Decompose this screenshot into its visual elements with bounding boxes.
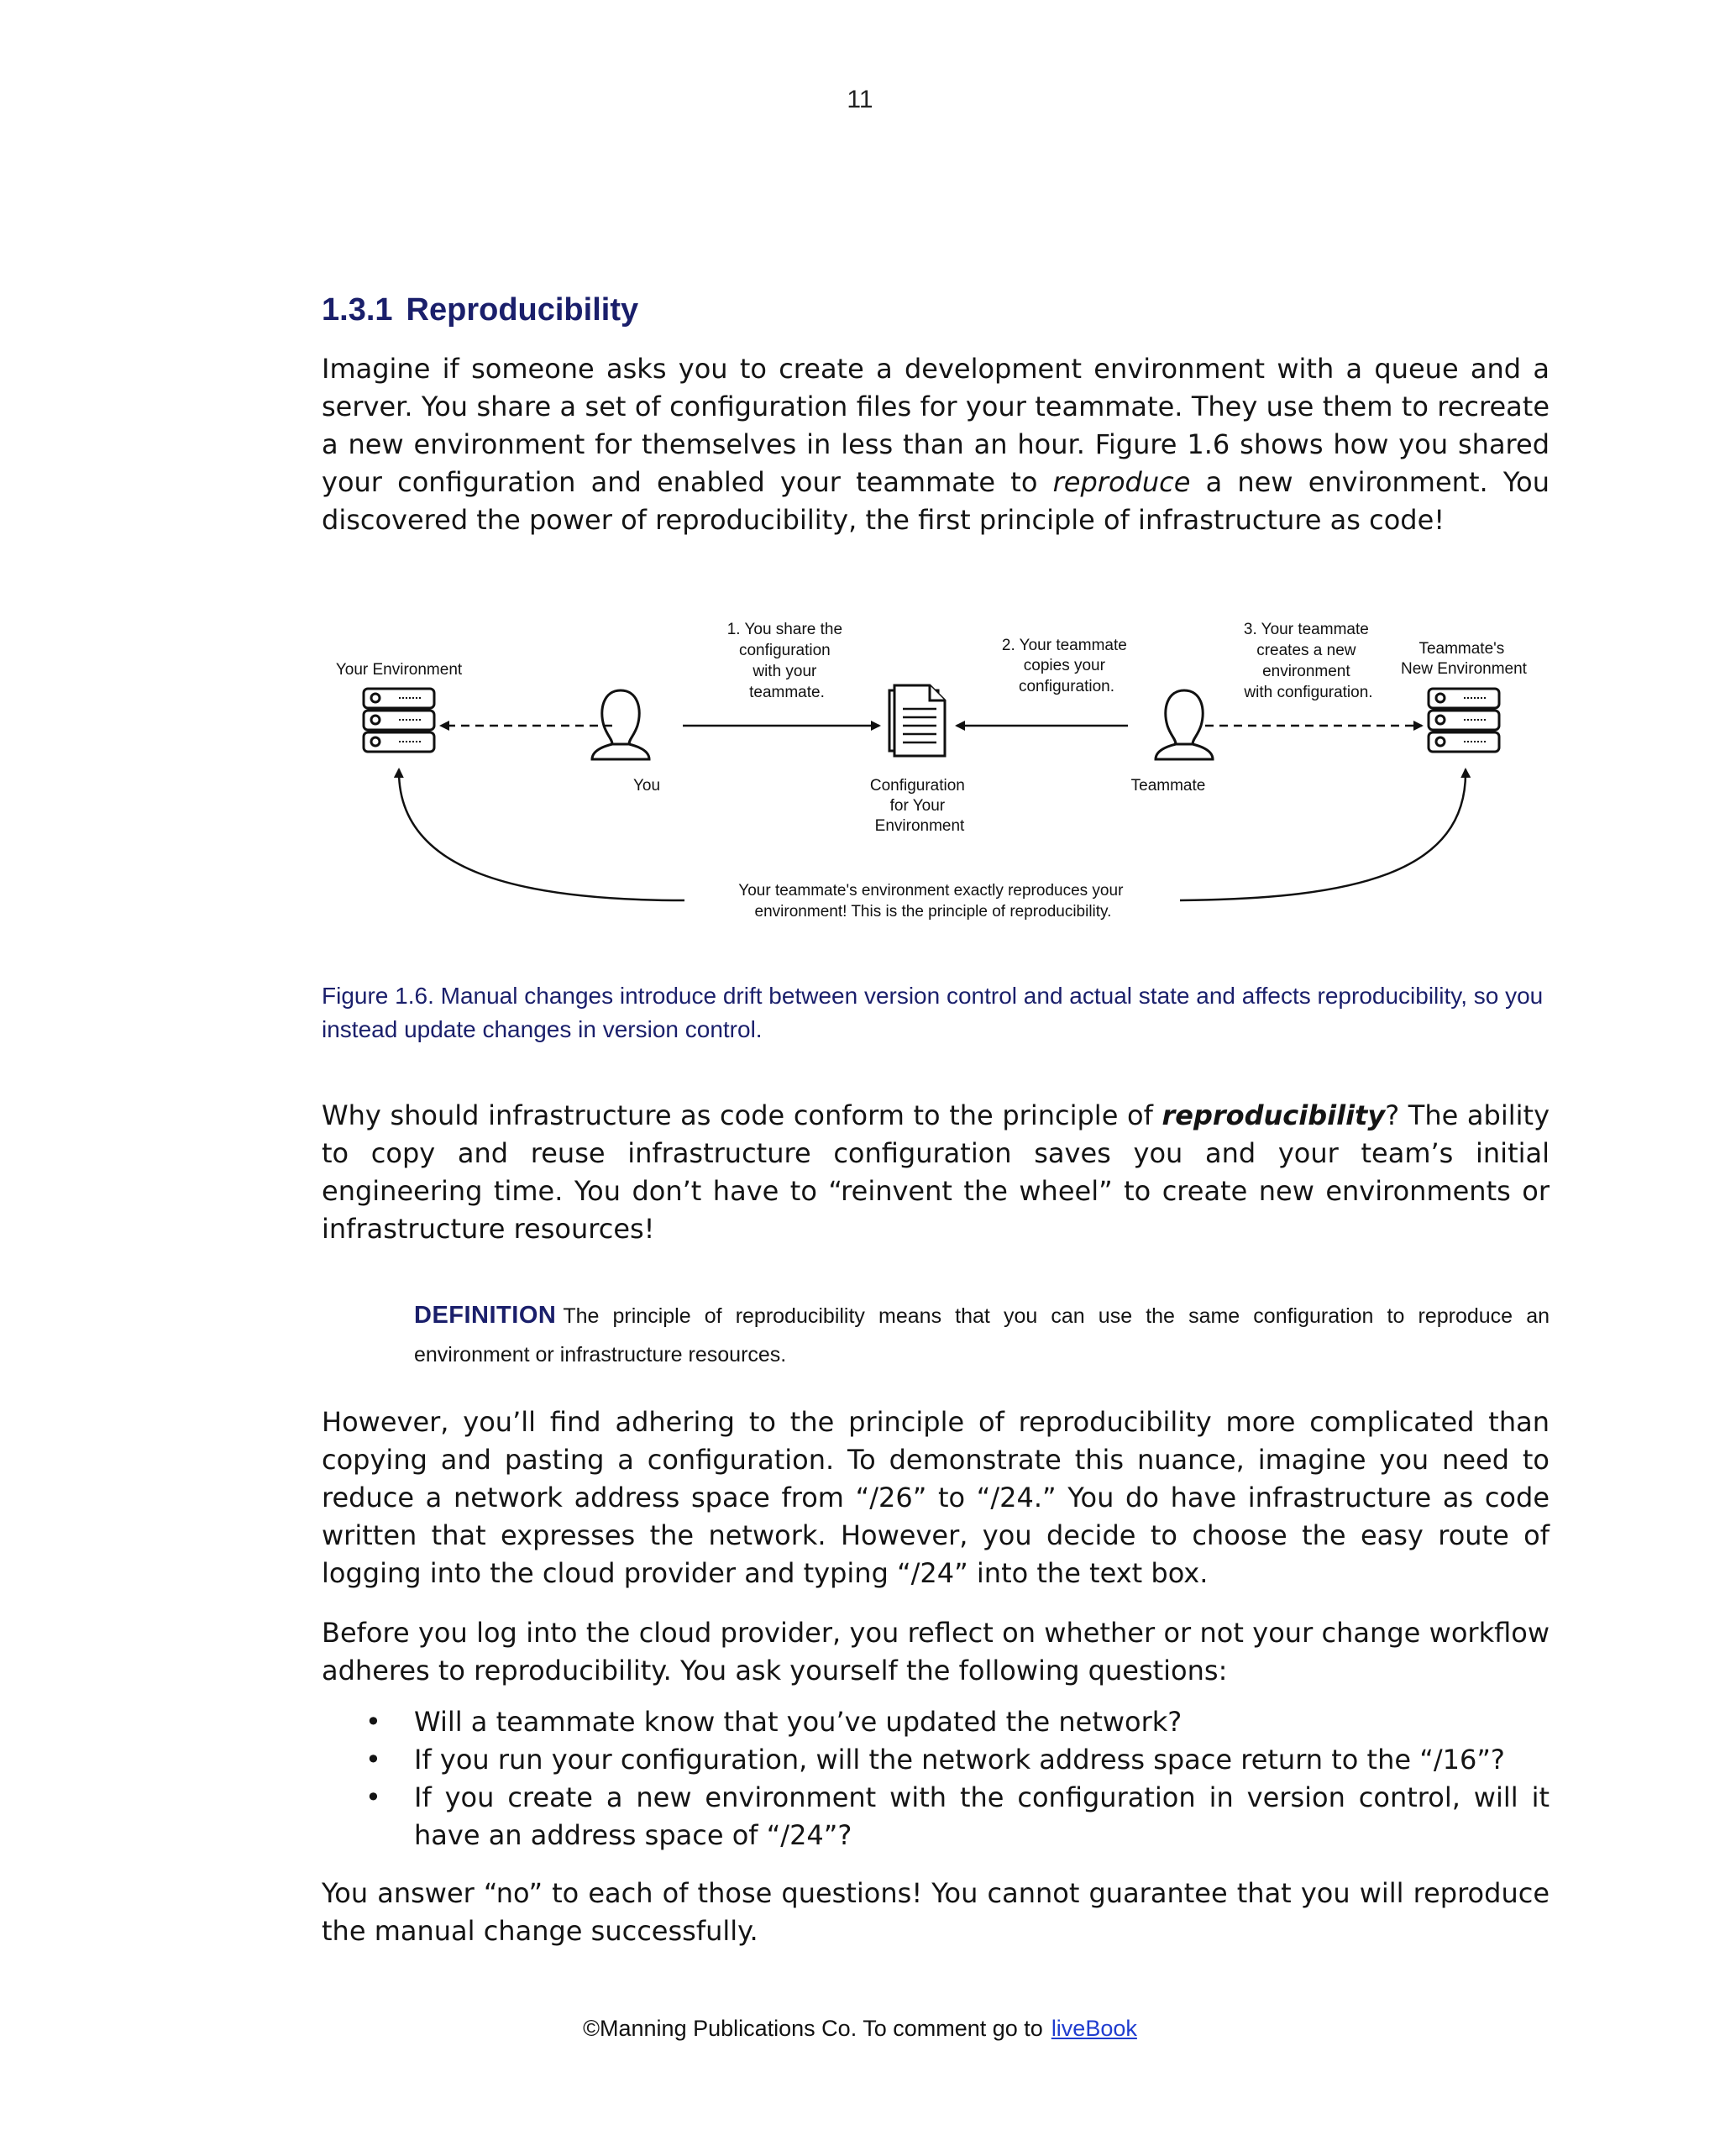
your-environment-label: Your Environment [335,661,463,679]
teammate-environment-server-icon [1429,689,1499,752]
livebook-link[interactable]: liveBook [1051,2016,1137,2041]
step3-label-line: with configuration. [1244,684,1373,701]
why-text-end: ? The ability to copy and reuse infrastructure configuration saves you and your team’s initial engineering time. You don’t have to “reinvent the wheel” to create new environments or infrastructure resources! [322,1099,1550,1245]
step2-label-line: 2. Your teammate [1001,637,1127,654]
step3-label-line: 3. Your teammate [1243,622,1369,638]
footer-text: ©Manning Publications Co. To comment go to [583,2016,1043,2041]
intro-emphasis: reproduce [1052,466,1191,498]
questions-list [322,1703,1550,1854]
curved-arrow-to-teammate-environment [1180,769,1466,900]
page-number: 11 [847,86,873,113]
section-number: 1.3.1 [322,292,393,328]
step3-label-line: environment [1262,663,1350,680]
teammate-environment-label [1401,640,1528,678]
step1-label-line: 1. You share the [726,622,843,638]
definition-term: DEFINITION [414,1302,557,1329]
definition-box [414,1296,1550,1374]
configuration-label-line: Environment [874,817,965,835]
step1-label [727,622,847,701]
configuration-document-icon [889,685,945,756]
configuration-label [870,777,969,835]
bottom-note [738,882,1127,921]
step1-label-line: with your [752,663,817,680]
figure-reproducibility-diagram [322,622,1550,941]
intro-paragraph [322,350,1550,539]
you-label: You [632,777,661,795]
step3-label [1243,622,1373,701]
teammate-label: Teammate [1130,777,1206,795]
list-item: • Will a teammate know that you’ve updated the network? [322,1703,1550,1741]
answer-paragraph: You answer “no” to each of those questions! You cannot guarantee that you will reproduce the manual change successfully. [322,1877,1550,1947]
teammate-environment-label-line: New Environment [1401,660,1527,678]
step3-label-line: creates a new [1256,642,1356,659]
list-item: • If you create a new environment with the configuration in version control, will it have an address space of “/24”? [322,1779,1550,1854]
why-paragraph [322,1097,1550,1248]
teammate-person-icon [1156,690,1213,759]
definition-text: The principle of reproducibility means that you can use the same configuration to reproduce an environment or infrastructure resources. [414,1304,1550,1367]
step2-label [1002,637,1131,695]
step1-label-line: teammate. [749,684,825,701]
figure-caption: Figure 1.6. Manual changes introduce drift between version control and actual state and affects reproducibility, so you instead update changes in version control. [322,983,1544,1042]
step1-label-line: configuration [738,642,831,659]
list-item: • If you run your configuration, will the network address space return to the “/16”? [322,1741,1550,1779]
step2-label-line: copies your [1023,657,1105,674]
bottom-note-line: environment! This is the principle of reproducibility. [754,903,1112,921]
you-person-icon [592,690,649,759]
intro-text-end: a new environment. You discovered the power of reproducibility, the first principle of infrastructure as code! [322,466,1550,536]
why-text-start: Why should infrastructure as code conform to the principle of [322,1099,1162,1131]
your-environment-server-icon [364,689,434,752]
diagram-svg [322,622,1550,941]
before-paragraph: Before you log into the cloud provider, you reflect on whether or not your change workflow adheres to reproducibility. You ask yourself the following questions: [322,1617,1550,1687]
bottom-note-line: Your teammate's environment exactly reproduces your [738,882,1124,900]
why-emphasis: reproducibility [1162,1099,1386,1131]
intro-text-start: Imagine if someone asks you to create a development environment with a queue and a server. You share a set of configuration files for your teammate. They use them to recreate a new environment for themselves in less than an hour. Figure 1.6 shows how you shared your configuration and enabled your teammate to [322,353,1550,498]
configuration-label-line: Configuration [869,777,965,795]
section-title: Reproducibility [406,292,639,328]
step2-label-line: configuration. [1018,678,1115,695]
configuration-label-line: for Your [889,797,946,815]
footer [0,2016,1720,2042]
however-paragraph: However, you’ll find adhering to the principle of reproducibility more complicated than copying and pasting a configuration. To demonstrate this nuance, imagine you need to reduce a network address space from “/26” to “/24.” You do have infrastructure as code written that expresses the network. However, you decide to choose the easy route of logging into the cloud provider and typing “/24” into the text box. [322,1406,1550,1589]
teammate-environment-label-line: Teammate's [1418,640,1505,658]
section-heading [322,292,638,328]
